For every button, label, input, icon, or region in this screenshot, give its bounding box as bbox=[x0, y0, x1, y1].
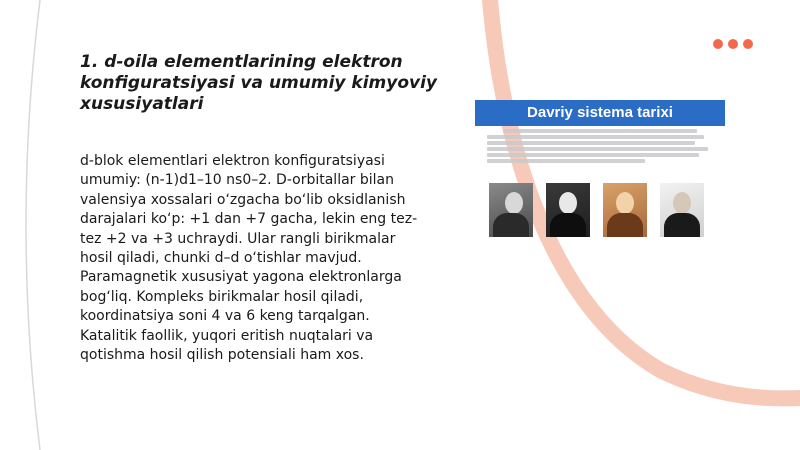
dot bbox=[728, 39, 738, 49]
dot bbox=[713, 39, 723, 49]
portrait-image bbox=[603, 183, 647, 237]
left-edge-curve bbox=[26, 0, 40, 450]
menu-dots-icon[interactable] bbox=[713, 39, 753, 49]
dot bbox=[743, 39, 753, 49]
slide-body-text: d-blok elementlari elektron konfiguratsiyasi umumiy: (n-1)d1–10 ns0–2. D-orbitallar bilan valensiya xossalari o‘zgacha bo‘lib oksidlanish darajalari ko‘p: +1 dan +7 gacha, lekin eng tez-tez +2 va +3 uchraydi. Ular rangli birikmalar hosil qiladi, chunki d–d o‘tishlar mavjud. Paramagnetik xususiyat yagona elektronlarga bog‘liq. Kompleks birikmalar hosil qiladi, koordinatsiya soni 4 va 6 keng tarqalgan. Katalitik faollik, yuqori eritish nuqtalari va qotishma hosil qilish potensiali ham xos. bbox=[80, 153, 418, 364]
blurred-caption bbox=[487, 129, 713, 163]
portrait-image bbox=[546, 183, 590, 237]
image-panel-header: Davriy sistema tarixi bbox=[475, 100, 725, 126]
image-panel bbox=[475, 100, 725, 250]
portrait-row bbox=[489, 183, 704, 237]
portrait-image bbox=[660, 183, 704, 237]
slide-title: 1. d-oila elementlarining elektron konfiguratsiyasi va umumiy kimyoviy xususiyatlari bbox=[80, 52, 438, 114]
portrait-image bbox=[489, 183, 533, 237]
